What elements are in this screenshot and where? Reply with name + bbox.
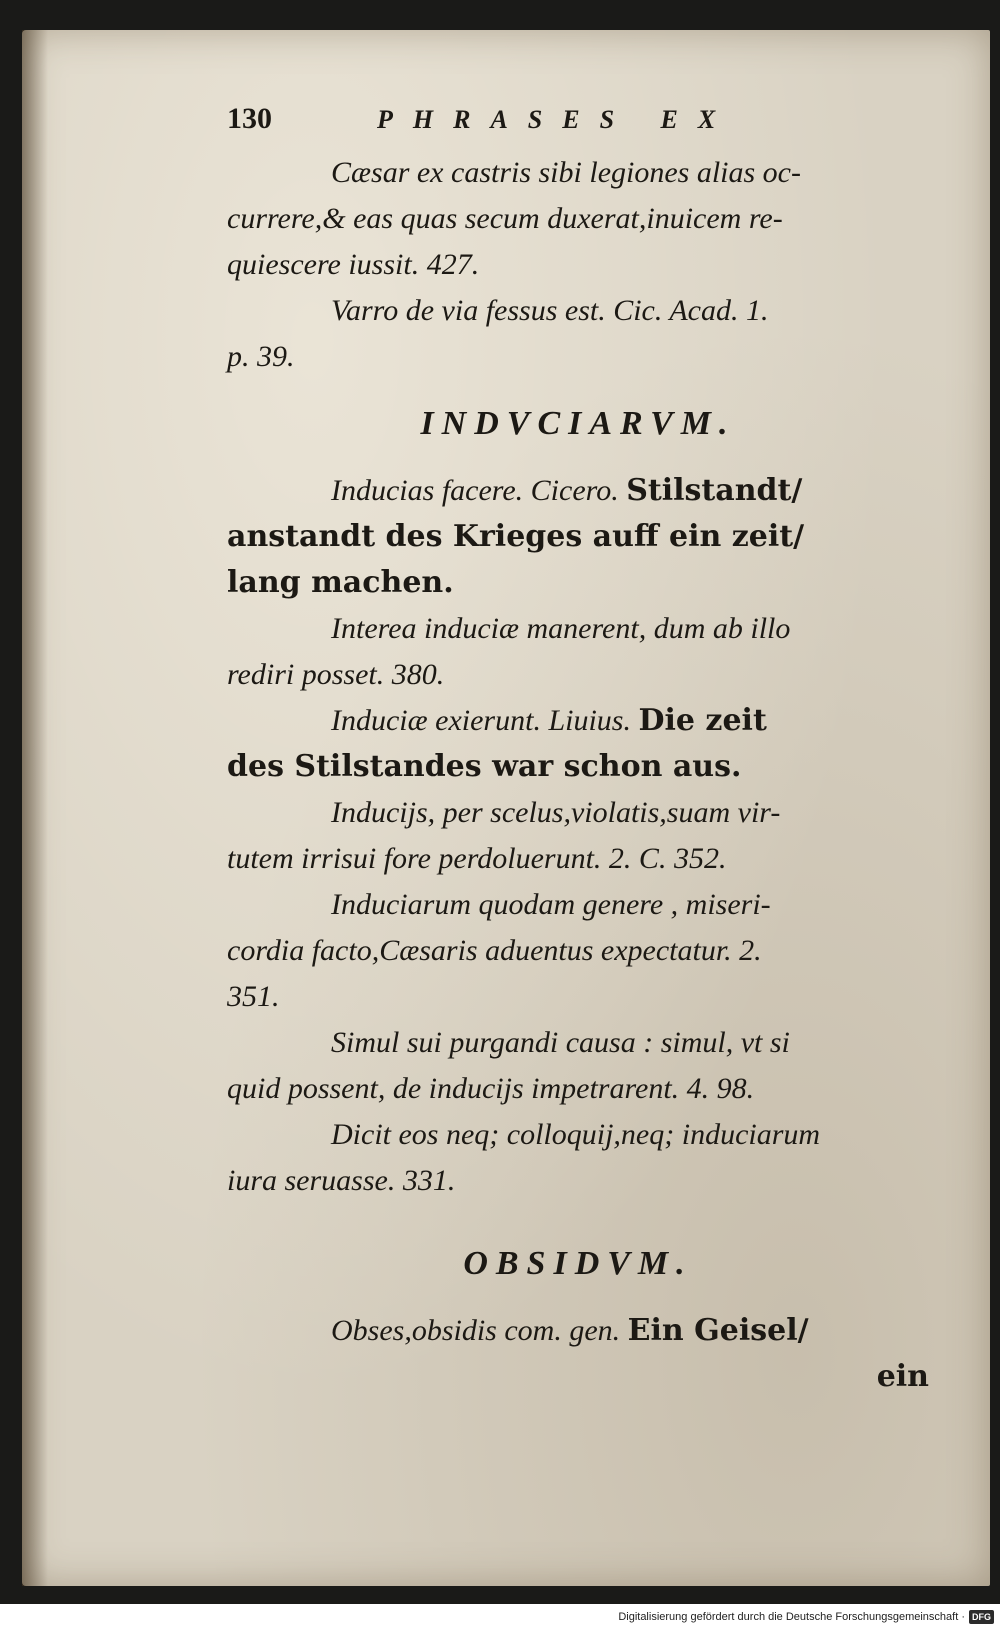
section-heading-induciarum: INDVCIARVM. <box>420 405 736 442</box>
text-line: currere,& eas quas secum duxerat,inuicem re- <box>227 202 783 235</box>
funding-credit: Digitalisierung gefördert durch die Deutsche Forschungsgemeinschaft · <box>618 1610 965 1623</box>
page-spine-shadow <box>22 30 48 1586</box>
text-line: quiescere iussit. 427. <box>227 248 480 281</box>
digitization-footer <box>0 1604 1000 1629</box>
page-text <box>227 102 929 1400</box>
text-line: Interea induciæ manerent, dum ab illo <box>331 612 791 645</box>
text-line: Simul sui purgandi causa : simul, vt si <box>331 1026 790 1059</box>
text-line: cordia facto,Cæsaris aduentus expectatur. 2. <box>227 934 762 967</box>
german-gloss: Die zeit <box>638 703 767 738</box>
book-page <box>22 30 990 1586</box>
page-number: 130 <box>227 102 272 135</box>
text-line: iura seruasse. 331. <box>227 1164 456 1197</box>
text-line: 351. <box>227 980 280 1013</box>
text-line: tutem irrisui fore perdoluerunt. 2. C. 352. <box>227 842 727 875</box>
text-line: p. 39. <box>227 340 295 373</box>
page-header <box>227 102 929 150</box>
german-gloss: Ein Geisel/ <box>627 1313 809 1348</box>
text-line: Inducijs, per scelus,violatis,suam vir- <box>331 796 781 829</box>
running-head: PHRASES EX <box>377 105 736 134</box>
dfg-logo-icon: DFG <box>969 1610 994 1624</box>
german-line: anstandt des Krieges auff ein zeit/ <box>227 519 805 554</box>
text-line: Cæsar ex castris sibi legiones alias oc- <box>331 156 801 189</box>
german-line: des Stilstandes war schon aus. <box>227 749 742 784</box>
catchword: ein <box>876 1359 929 1394</box>
section-heading-obsidum: OBSIDVM. <box>463 1245 693 1282</box>
text-line: Induciarum quodam genere , miseri- <box>331 888 771 921</box>
text-line: Dicit eos neq; colloquij,neq; induciarum <box>331 1118 821 1151</box>
text-line <box>227 698 929 744</box>
text-line: rediri posset. 380. <box>227 658 445 691</box>
latin-phrase: Induciæ exierunt. Liuius. <box>331 704 631 737</box>
text-line <box>227 468 929 514</box>
text-line: quid possent, de inducijs impetrarent. 4. 98. <box>227 1072 755 1105</box>
german-line: lang machen. <box>227 565 454 600</box>
text-line <box>227 1308 929 1354</box>
latin-phrase: Obses,obsidis com. gen. <box>331 1314 621 1347</box>
german-gloss: Stilstandt/ <box>626 473 803 508</box>
text-line: Varro de via fessus est. Cic. Acad. 1. <box>331 294 769 327</box>
latin-phrase: Inducias facere. Cicero. <box>331 474 619 507</box>
